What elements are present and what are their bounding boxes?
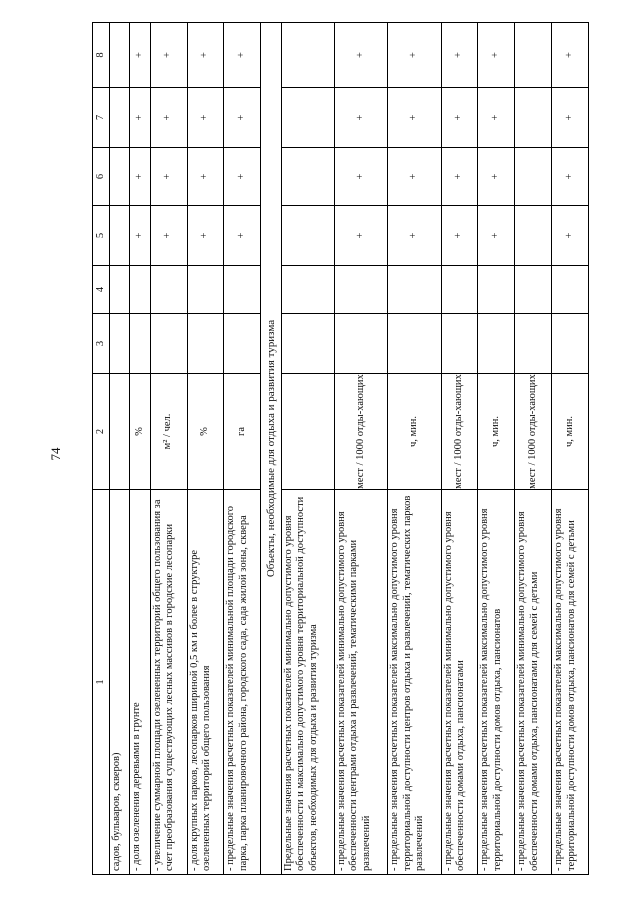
unit-cell: м² / чел.: [150, 374, 187, 490]
mark-cell-c6: +: [187, 148, 224, 206]
mark-cell-c7: +: [224, 88, 261, 148]
mark-cell-c3: [441, 314, 478, 374]
mark-cell-c8: +: [187, 23, 224, 88]
mark-cell-c3: [388, 314, 441, 374]
mark-cell-c5: +: [478, 206, 515, 266]
mark-cell-c8: +: [441, 23, 478, 88]
mark-cell-c7: +: [130, 88, 150, 148]
mark-cell-c8: +: [478, 23, 515, 88]
mark-cell-c5: +: [441, 206, 478, 266]
table-row: [150, 23, 187, 875]
indicator-name: Предельные значения расчетных показателей минимально допустимого уровня обеспеченности и максимально допустимого уровня территориальной доступности объектов, необходимых для отдыха и развития туризма: [281, 490, 334, 875]
indicator-name: - предельные значения расчетных показателей максимально допустимого уровня территориальной доступности домов отдыха, пансионатов для семей с детьми: [552, 490, 589, 875]
unit-cell: [281, 374, 334, 490]
mark-cell-c8: +: [334, 23, 387, 88]
mark-cell-c5: +: [552, 206, 589, 266]
indicator-name: - увеличение суммарной площади озелененных территорий общего пользования за счет преобразования существующих лесных массивов в городские лесопарки: [150, 490, 187, 875]
mark-cell-c3: [110, 314, 130, 374]
header-col-1: 1: [93, 490, 110, 875]
mark-cell-c3: [334, 314, 387, 374]
mark-cell-c8: +: [224, 23, 261, 88]
mark-cell-c5: [515, 206, 552, 266]
mark-cell-c8: +: [130, 23, 150, 88]
mark-cell-c8: [515, 23, 552, 88]
mark-cell-c6: +: [478, 148, 515, 206]
table-row: [552, 23, 589, 875]
mark-cell-c6: +: [334, 148, 387, 206]
table-row: [441, 23, 478, 875]
mark-cell-c6: +: [224, 148, 261, 206]
table-row: [224, 23, 261, 875]
header-col-4: 4: [93, 266, 110, 314]
mark-cell-c4: [388, 266, 441, 314]
header-col-8: 8: [93, 23, 110, 88]
mark-cell-c3: [281, 314, 334, 374]
indicator-name: - доля озеленения деревьями в грунте: [130, 490, 150, 875]
mark-cell-c6: [281, 148, 334, 206]
unit-cell: ч, мин.: [388, 374, 441, 490]
mark-cell-c4: [110, 266, 130, 314]
unit-cell: %: [130, 374, 150, 490]
mark-cell-c7: +: [552, 88, 589, 148]
header-col-6: 6: [93, 148, 110, 206]
mark-cell-c5: [110, 206, 130, 266]
mark-cell-c4: [130, 266, 150, 314]
indicator-name: - предельные значения расчетных показателей минимальной площади городского парка, парка планировочного района, городского сада, сада жилой зоны, сквера: [224, 490, 261, 875]
table-row: [281, 23, 334, 875]
mark-cell-c4: [478, 266, 515, 314]
norms-table: [92, 22, 589, 875]
unit-cell: %: [187, 374, 224, 490]
mark-cell-c6: +: [130, 148, 150, 206]
table-row: [388, 23, 441, 875]
table-row: [334, 23, 387, 875]
mark-cell-c3: [150, 314, 187, 374]
mark-cell-c7: +: [334, 88, 387, 148]
mark-cell-c4: [281, 266, 334, 314]
indicator-name: - доля крупных парков, лесопарков шириной 0,5 км и более в структуре озелененных территорий общего пользования: [187, 490, 224, 875]
mark-cell-c7: [281, 88, 334, 148]
header-col-2: 2: [93, 374, 110, 490]
mark-cell-c4: [187, 266, 224, 314]
unit-cell: ч, мин.: [478, 374, 515, 490]
mark-cell-c6: +: [388, 148, 441, 206]
indicator-name: садов, бульваров, скверов): [110, 490, 130, 875]
mark-cell-c6: [515, 148, 552, 206]
mark-cell-c4: [150, 266, 187, 314]
unit-cell: ч, мин.: [552, 374, 589, 490]
mark-cell-c7: +: [388, 88, 441, 148]
header-col-3: 3: [93, 314, 110, 374]
section-row: [261, 23, 281, 875]
header-col-7: 7: [93, 88, 110, 148]
mark-cell-c7: +: [478, 88, 515, 148]
mark-cell-c3: [224, 314, 261, 374]
indicator-name: - предельные значения расчетных показателей максимально допустимого уровня территориальной доступности домов отдыха, пансионатов: [478, 490, 515, 875]
unit-cell: га: [224, 374, 261, 490]
mark-cell-c4: [441, 266, 478, 314]
mark-cell-c8: +: [388, 23, 441, 88]
mark-cell-c4: [334, 266, 387, 314]
mark-cell-c4: [552, 266, 589, 314]
unit-cell: мест / 1000 отды-хающих: [515, 374, 552, 490]
norms-table-sheet: [92, 23, 589, 875]
mark-cell-c5: +: [130, 206, 150, 266]
mark-cell-c7: +: [150, 88, 187, 148]
mark-cell-c3: [478, 314, 515, 374]
mark-cell-c3: [552, 314, 589, 374]
mark-cell-c8: [281, 23, 334, 88]
indicator-name: - предельные значения расчетных показателей минимально допустимого уровня обеспеченности центрами отдыха и развлечений, тематическими парками развлечений: [334, 490, 387, 875]
mark-cell-c7: [110, 88, 130, 148]
mark-cell-c6: +: [150, 148, 187, 206]
mark-cell-c6: +: [552, 148, 589, 206]
header-col-5: 5: [93, 206, 110, 266]
table-row: [515, 23, 552, 875]
indicator-name: - предельные значения расчетных показателей максимально допустимого уровня территориальной доступности центров отдыха и развлечений, тематических парков развлечений: [388, 490, 441, 875]
table-row: [110, 23, 130, 875]
indicator-name: - предельные значения расчетных показателей минимально допустимого уровня обеспеченности домами отдыха, пансионатами для семей с детьми: [515, 490, 552, 875]
mark-cell-c3: [130, 314, 150, 374]
mark-cell-c8: +: [552, 23, 589, 88]
mark-cell-c5: +: [224, 206, 261, 266]
mark-cell-c7: [515, 88, 552, 148]
page-number: 74: [48, 447, 63, 461]
mark-cell-c5: +: [187, 206, 224, 266]
mark-cell-c8: [110, 23, 130, 88]
mark-cell-c8: +: [150, 23, 187, 88]
section-title: Объекты, необходимые для отдыха и развития туризма: [261, 23, 281, 875]
mark-cell-c6: [110, 148, 130, 206]
mark-cell-c5: +: [334, 206, 387, 266]
unit-cell: мест / 1000 отды-хающих: [441, 374, 478, 490]
table-row: [478, 23, 515, 875]
indicator-name: - предельные значения расчетных показателей минимально допустимого уровня обеспеченности домами отдыха, пансионатами: [441, 490, 478, 875]
mark-cell-c3: [187, 314, 224, 374]
mark-cell-c7: +: [441, 88, 478, 148]
header-row: [93, 23, 110, 875]
unit-cell: мест / 1000 отды-хающих: [334, 374, 387, 490]
mark-cell-c4: [515, 266, 552, 314]
mark-cell-c4: [224, 266, 261, 314]
mark-cell-c3: [515, 314, 552, 374]
mark-cell-c6: +: [441, 148, 478, 206]
mark-cell-c5: [281, 206, 334, 266]
mark-cell-c5: +: [388, 206, 441, 266]
mark-cell-c5: +: [150, 206, 187, 266]
mark-cell-c7: +: [187, 88, 224, 148]
table-row: [187, 23, 224, 875]
table-row: [130, 23, 150, 875]
unit-cell: [110, 374, 130, 490]
